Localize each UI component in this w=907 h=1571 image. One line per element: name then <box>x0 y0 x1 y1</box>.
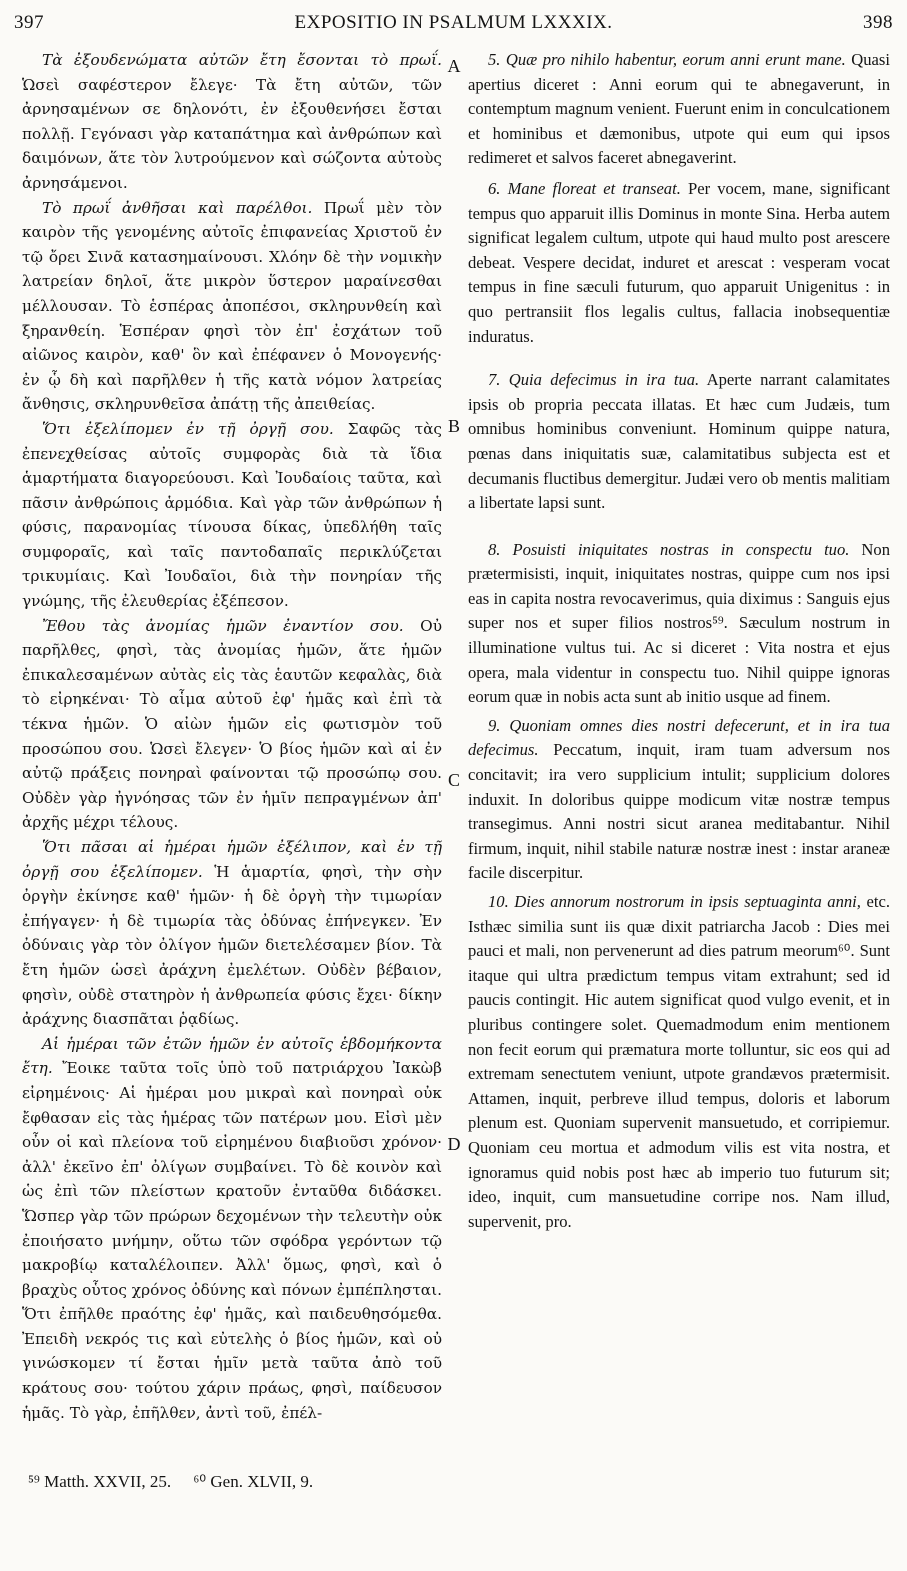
latin-paragraph <box>468 538 890 710</box>
latin-paragraph <box>468 177 890 349</box>
latin-paragraph <box>468 714 890 886</box>
latin-text: Non prætermisisti, inquit, iniquitates nostras, quippe cum nos ipsi eas in capita nostra revocaverimus, quia diximus : Sanguis ejus super nos et super filios nostros⁵⁹. Sæculum nostrum in illuminatione vultus tui. Ac si diceret : Vita nostra et ejus opera, mala videntur in conspectu tuo. Nihil quippe ignoras eorum quæ in nobis acta sunt ab initio usque ad finem. <box>468 539 890 707</box>
greek-paragraph <box>22 614 442 835</box>
margin-letter-c: C <box>447 770 460 790</box>
greek-paragraph <box>22 1032 442 1426</box>
greek-lemma: Ὅτι ἐξελίπομεν ἐν τῇ ὀργῇ σου. <box>42 419 334 438</box>
greek-lemma: Τὸ πρωΐ ἀνθῆσαι καὶ παρέλθοι. <box>42 198 313 217</box>
latin-lemma: 9. Quoniam omnes dies nostri defecerunt, et in ira tua defecimus. <box>468 715 890 760</box>
greek-column <box>22 48 442 1425</box>
latin-paragraph <box>468 368 890 516</box>
footnote: ⁵⁹ Matth. XXVII, 25. <box>28 1472 172 1491</box>
greek-paragraph <box>22 417 442 614</box>
latin-lemma: 10. Dies annorum nostrorum in ipsis septuaginta anni, <box>488 892 861 911</box>
latin-text: Aperte narrant calamitates ipsis ob propria peccata illatas. Et hæc cum Judæis, tum omnibus hominibus conveniunt. Hominum quippe natura, pœnas dans iniquitatis suæ, calamitatibus subjecta est et decumanis fluctibus demergitur. Judæi vero ob mentis malitiam a libertate lapsi sunt. <box>468 370 891 513</box>
greek-text: Ὡσεὶ σαφέστερον ἔλεγε· Τὰ ἔτη αὐτῶν, τῶν ἀρνησαμένων σε δηλονότι, ἐν ἐξουθενήσει ἔσται πολλῇ. Γεγόνασι γὰρ καταπάτημα καὶ ἀνθρώπων καὶ δαιμόνων, ἅτε τὸν λυτρούμενον καὶ σώζοντα αὐτοὺς ἀρνησάμενοι. <box>22 75 442 192</box>
footnotes <box>28 1472 331 1492</box>
latin-lemma: 5. Quæ pro nihilo habentur, eorum anni erunt mane. <box>488 50 846 69</box>
latin-paragraph <box>468 890 890 1234</box>
greek-text: Ἡ ἁμαρτία, φησὶ, τὴν σὴν ὀργὴν ἐκίνησε καθ' ἡμῶν· ἡ δὲ ὀργὴ τὴν τιμωρίαν ἐπήγαγεν· ἡ δὲ τιμωρία τὰς ὀδύνας ἐπήνεγκεν. Ἐν ὀδύναις γὰρ τὸν ὀλίγον ἡμῶν διετελέσαμεν βίον. Τὰ ἔτη ἡμῶν ὡσεὶ ἀράχνη ἐμελέτων. Οὐδὲν βέβαιον, φησὶν, οὐδὲ στατηρὸν ἡ ἀνθρωπεία φύσις ἔχει· δίκην ἀράχνης διασπᾶται ῥᾳδίως. <box>22 862 443 1029</box>
latin-lemma: 6. Mane floreat et transeat. <box>488 178 681 198</box>
latin-text: Peccatum, inquit, iram tuam adversum nos concitavit; ira vero supplicium intulit; supplicium dolores induxit. In doloribus quippe modicum vitæ nostræ tempus transegimus. Anni nostri sicut aranea meditabantur. Nihil firmum, inquit, nihil stabile naturæ nostræ inest : instar araneæ facile discerpitur. <box>468 740 890 883</box>
latin-lemma: 7. Quia defecimus in ira tua. <box>488 370 700 390</box>
greek-text: Ἔοικε ταῦτα τοῖς ὑπὸ τοῦ πατριάρχου Ἰακὼβ εἰρημένοις· Αἱ ἡμέραι μου μικραὶ καὶ πονηραὶ οὐκ ἔφθασαν εἰς τὰς ἡμέρας τῶν πατέρων μου. Εἰσὶ μὲν οὖν οἱ καὶ πλείονα τοῦ εἰρημένου διαβιοῦσι χρόνον· ἀλλ' ἐκεῖνο ἐπ' ὀλίγων συμβαίνει. Τὸ δὲ κοινὸν καὶ ὡς ἐπὶ τῶν πλείστων κρατοῦν ἐνταῦθα διδάσκει. Ὥσπερ γὰρ τῶν πρώρων δεχομένων τὴν τελευτὴν οὐκ ἐποιήσατο μνήμην, οὕτω τῶν σφόδρα γερόντων τῷ μακροβίῳ καταλέλοιπεν. Ἀλλ' ὅμως, φησὶ, καὶ ὁ βραχὺς οὗτος χρόνος ὀδύνης καὶ πόνων ἐμπέπλησται. Ὅτι ἐπῆλθε πραότης ἐφ' ἡμᾶς, καὶ παιδευθησόμεθα. Ἐπειδὴ νεκρός τις καὶ εὐτελὴς ὁ βίος ἡμῶν, καὶ οὐ γινώσκομεν τί ἔσται ἡμῖν μετὰ ταῦτα ἀπὸ τοῦ κράτους σου· τούτου χάριν πράως, φησὶ, παίδευσον ἡμᾶς. Τὸ γὰρ, ἐπῆλθεν, ἀντὶ τοῦ, ἐπέλ- <box>22 1059 442 1422</box>
latin-text: Quasi apertius diceret : Anni eorum qui te abnegaverunt, in contemptum magnum venient. Fuerunt enim in conculcationem et hominibus et dæmonibus, utpote qui eum qui ipsos redimeret et salvos faceret abnegaverint. <box>468 50 890 168</box>
greek-paragraph <box>22 835 442 1032</box>
greek-lemma: Αἱ ἡμέραι τῶν ἐτῶν ἡμῶν ἐν αὐτοῖς ἑβδομήκοντα ἔτη. <box>22 1034 442 1078</box>
margin-letter-b: B <box>447 416 460 436</box>
page-title: EXPOSITIO IN PSALMUM LXXXIX. <box>294 12 613 33</box>
greek-lemma: Τὰ ἐξουδενώματα αὐτῶν ἔτη ἔσονται τὸ πρωΐ. <box>42 51 442 69</box>
latin-text: Per vocem, mane, significant tempus quo apparuit illis Dominus in monte Sina. Herba autem significat legalem cultum, utpote qui haud multo post arescere debeat. Vespere decidat, induret et arescat : vesperam vocat tempus in fine sæculi futurum, quo apparuit Unigenitus : in quo pertransiit flos legalis cultus, fallacia inobsequentiæ induratus. <box>468 178 890 346</box>
greek-text: Σαφῶς τὰς ἐπενεχθείσας αὐτοῖς συμφορὰς διὰ τὰ ἴδια ἁμαρτήματα διαγορεύουσι. Καὶ Ἰουδαίοις ταῦτα, καὶ πᾶσιν ἀνθρώποις ἁρμόδια. Καὶ γὰρ τῶν ἀνθρώπων ἡ φύσις, παρανομίας τίνουσα δίκας, ὑπεδλήθη ταῖς συμφοραῖς, καὶ ταῖς παντοδαπαῖς περικλύζεται τρικυμίαις. Καὶ Ἰουδαῖοι, διὰ τὴν πονηρίαν τῆς γνώμης, τῆς ἐλευθερίας ἐξέπεσον. <box>22 419 442 611</box>
greek-lemma: Ἔθου τὰς ἀνομίας ἡμῶν ἐναντίον σου. <box>42 616 404 635</box>
greek-lemma: Ὅτι πᾶσαι αἱ ἡμέραι ἡμῶν ἐξέλιπον, καὶ ἐν τῇ ὀργῇ σου ἐξελίπομεν. <box>22 838 442 881</box>
latin-column <box>468 48 890 1234</box>
greek-text: Οὐ παρῆλθες, φησὶ, τὰς ἀνομίας ἡμῶν, ἅτε ἡμῶν ἐπικαλεσαμένων αὐτὰς εἰς τὰς ἑαυτῶν κεφαλὰς, διὰ τὸ εἰρηκέναι· Τὸ αἷμα αὐτοῦ ἐφ' ἡμᾶς καὶ ἐπὶ τὰ τέκνα ἡμῶν. Ὁ αἰὼν ἡμῶν εἰς φωτισμὸν τοῦ προσώπου σου. Ὡσεὶ ἔλεγεν· Ὁ βίος ἡμῶν καὶ αἱ ἐν αὐτῷ πράξεις πονηραὶ φαίνονται τῷ προσώπῳ σου. Οὐδὲν γὰρ ἠγνόησας τῶν ἐν ἡμῖν πεπραγμένων ἀπ' ἀρχῆς μέχρι τέλους. <box>22 616 442 832</box>
latin-paragraph <box>468 48 890 171</box>
running-header <box>14 12 893 40</box>
page-number-right: 398 <box>863 12 893 33</box>
greek-paragraph <box>22 48 442 196</box>
latin-text: etc. Isthæc similia sunt iis quæ dixit patriarcha Jacob : Dies mei pauci et mali, non pervenerunt ad dies patrum meorum⁶⁰. Sunt itaque qui ultra prædictum tempus vitam extrahunt; sed id paucis contingit. Hic autem significat quod vulgo evenit, et in pluribus contingere solet. Quemadmodum enim mentionem non fecit eorum qui præmatura morte tolluntur, sic eos qui ad extremam senectutem veniunt, utpote grandævos prætermisit. Attamen, inquit, perbreve illud tempus, doloris et laborum plenum est. Quoniam supervenit mansuetudo, et corripiemur. Quoniam ceu mortua et admodum vilis est vita nostra, et ignoramus quid nobis post hæc ab imperio tuo futurum sit; ideo, inquit, cum mansuetudine corripe nos. Nam illud, supervenit, pro. <box>468 892 890 1231</box>
footnote: ⁶⁰ Gen. XLVII, 9. <box>193 1472 314 1491</box>
latin-lemma: 8. Posuisti iniquitates nostras in conspectu tuo. <box>488 539 850 559</box>
margin-letter-a: A <box>447 56 461 76</box>
margin-letter-d: D <box>447 1134 461 1154</box>
greek-paragraph <box>22 196 442 417</box>
page-number-left: 397 <box>14 12 44 33</box>
greek-text: Πρωΐ μὲν τὸν καιρὸν τῆς γενομένης αὐτοῖς ἐπιφανείας Χριστοῦ ἐν τῷ ὄρει Σινᾶ κατασημαίνουσι. Χλόην δὲ τὴν νομικὴν λατρείαν δηλοῖ, ἅτε μικρὸν ὕστερον μαραίνεσθαι μέλλουσαν. Τὸ ἑσπέρας ἀποπέσοι, σκληρυνθείη καὶ ξηρανθείη. Ἑσπέραν φησὶ τὸν ἐπ' ἐσχάτων τοῦ αἰῶνος καιρὸν, καθ' ὃν καὶ ἐπέφανεν ὁ Μονογενής· ἐν ᾧ δὴ καὶ παρῆλθεν ἡ τῆς κατὰ νόμον λατρείας ἄνθησις, σκληρυνθεῖσα ἀπάτῃ τῆς ἀπειθείας. <box>22 198 442 414</box>
